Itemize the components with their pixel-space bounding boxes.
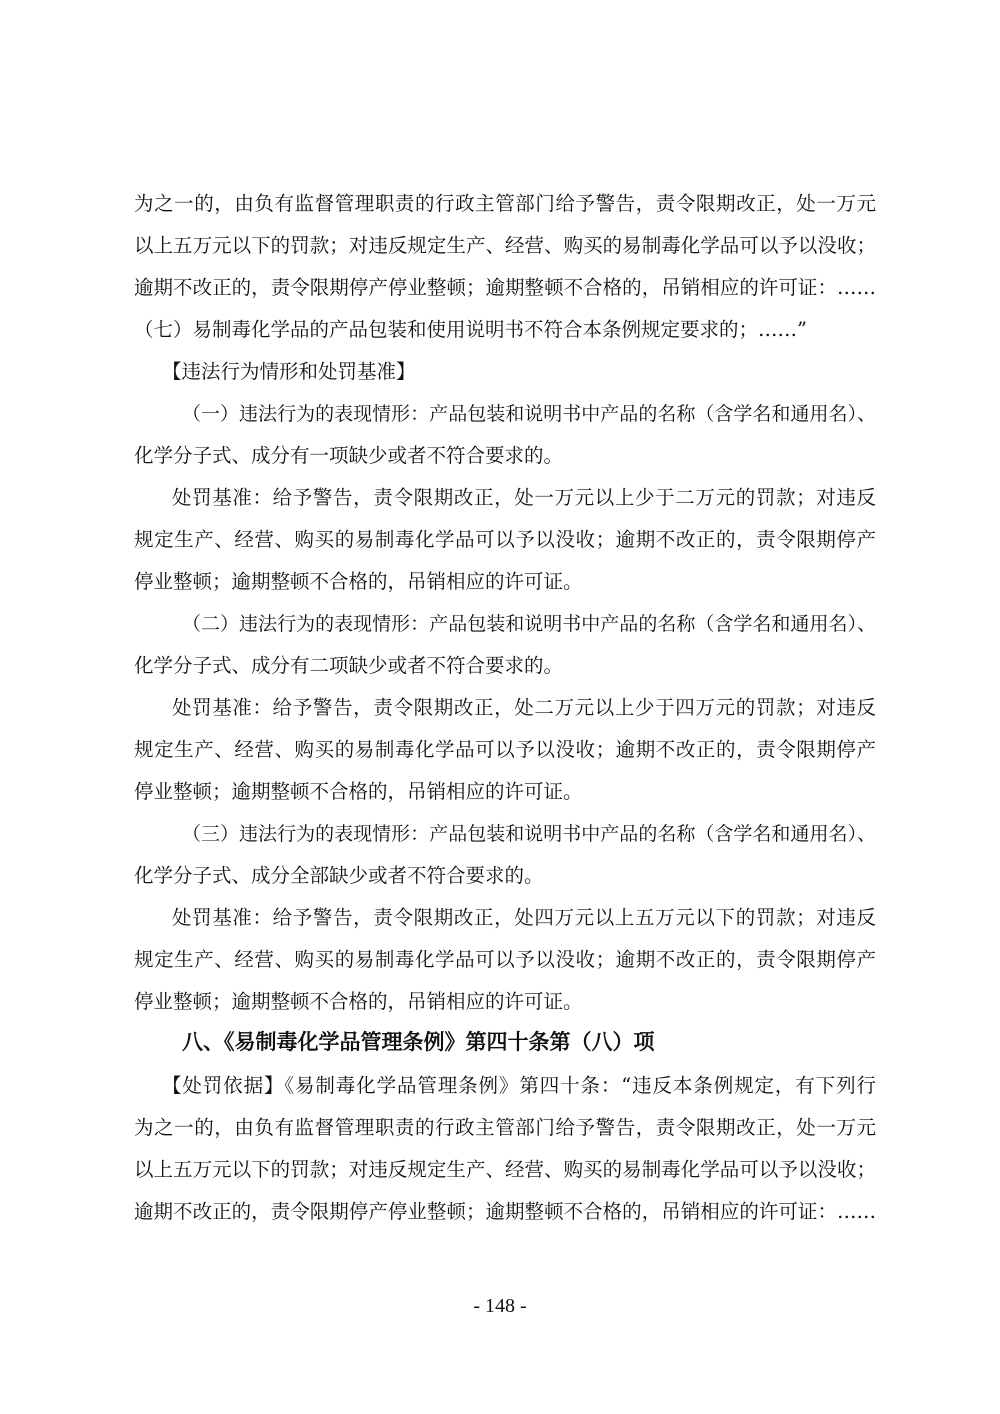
text-line: 处罚基准：给予警告，责令限期改正，处二万元以上少于四万元的罚款；对违反 (172, 696, 876, 719)
text-line: 为之一的，由负有监督管理职责的行政主管部门给予警告，责令限期改正，处一万元 (134, 192, 876, 215)
text-line: 规定生产、经营、购买的易制毒化学品可以予以没收；逾期不改正的，责令限期停产 (134, 948, 876, 971)
section-heading: 八、《易制毒化学品管理条例》第四十条第（八）项 (182, 1029, 655, 1054)
text-line: 处罚基准：给予警告，责令限期改正，处一万元以上少于二万元的罚款；对违反 (172, 486, 876, 509)
text-line: 逾期不改正的，责令限期停产停业整顿；逾期整顿不合格的，吊销相应的许可证：…… (134, 1200, 876, 1223)
text-line: 处罚基准：给予警告，责令限期改正，处四万元以上五万元以下的罚款；对违反 (172, 906, 876, 929)
text-line: （七）易制毒化学品的产品包装和使用说明书不符合本条例规定要求的；……” (134, 318, 807, 341)
text-line: 化学分子式、成分有一项缺少或者不符合要求的。 (134, 444, 564, 467)
page-number: - 148 - (473, 1295, 527, 1317)
text-line: 化学分子式、成分有二项缺少或者不符合要求的。 (134, 654, 564, 677)
text-line: 为之一的，由负有监督管理职责的行政主管部门给予警告，责令限期改正，处一万元 (134, 1116, 876, 1139)
text-line: 以上五万元以下的罚款；对违反规定生产、经营、购买的易制毒化学品可以予以没收； (134, 1158, 876, 1181)
text-line: 逾期不改正的，责令限期停产停业整顿；逾期整顿不合格的，吊销相应的许可证：…… (134, 276, 876, 299)
text-line: 停业整顿；逾期整顿不合格的，吊销相应的许可证。 (134, 780, 583, 803)
text-line: 停业整顿；逾期整顿不合格的，吊销相应的许可证。 (134, 990, 583, 1013)
text-line: 以上五万元以下的罚款；对违反规定生产、经营、购买的易制毒化学品可以予以没收； (134, 234, 876, 257)
text-line: 规定生产、经营、购买的易制毒化学品可以予以没收；逾期不改正的，责令限期停产 (134, 738, 876, 761)
text-line: 化学分子式、成分全部缺少或者不符合要求的。 (134, 864, 544, 887)
text-line: 【处罚依据】《易制毒化学品管理条例》第四十条：“违反本条例规定，有下列行 (162, 1074, 876, 1097)
text-line: 停业整顿；逾期整顿不合格的，吊销相应的许可证。 (134, 570, 583, 593)
text-line: （一）违法行为的表现情形：产品包装和说明书中产品的名称（含学名和通用名）、 (182, 403, 876, 425)
section-label: 【违法行为情形和处罚基准】 (162, 360, 416, 383)
text-line: （二）违法行为的表现情形：产品包装和说明书中产品的名称（含学名和通用名）、 (182, 613, 876, 635)
text-line: （三）违法行为的表现情形：产品包装和说明书中产品的名称（含学名和通用名）、 (182, 823, 876, 845)
text-line: 规定生产、经营、购买的易制毒化学品可以予以没收；逾期不改正的，责令限期停产 (134, 528, 876, 551)
